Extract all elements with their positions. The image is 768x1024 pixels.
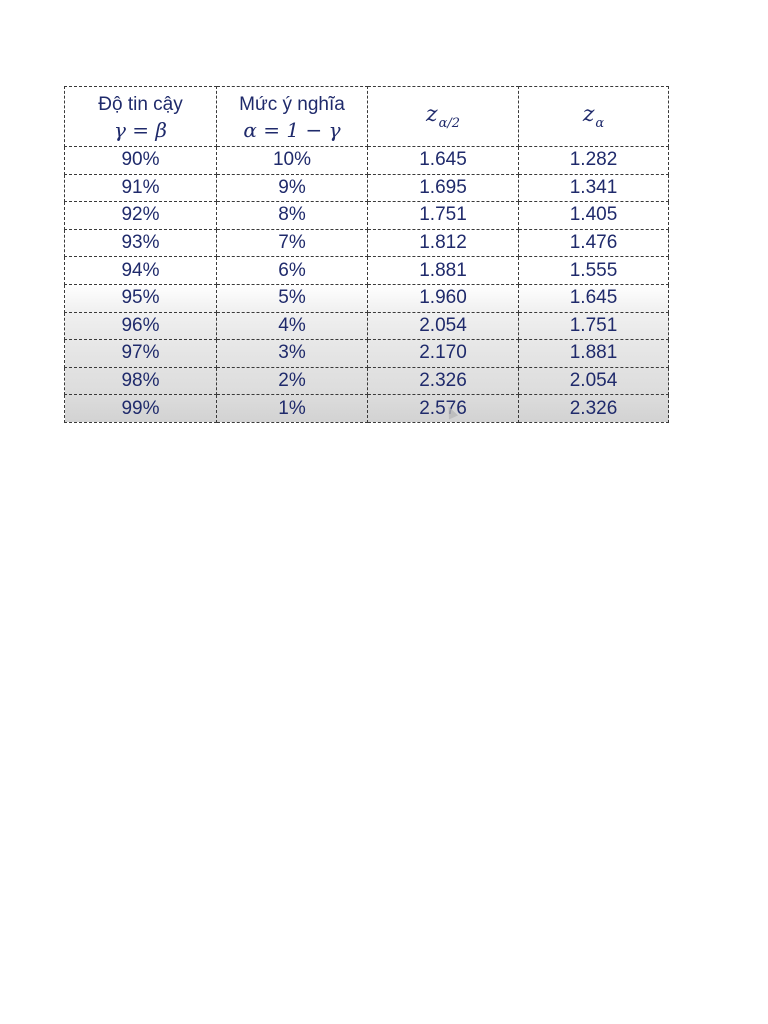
table-row <box>65 147 669 175</box>
header-significance-formula: α = 1 − γ <box>243 117 341 142</box>
cell-significance: 2% <box>217 367 368 395</box>
header-z-alpha-half <box>368 87 519 147</box>
cell-z-alpha-half: 1.695 <box>368 174 519 202</box>
table-row <box>65 257 669 285</box>
table-row <box>65 229 669 257</box>
header-z-alpha-half-subscript: α/2 <box>438 116 461 131</box>
header-confidence-formula: γ = β <box>114 117 167 142</box>
header-z-alpha-subscript: α <box>595 116 605 131</box>
cell-significance: 5% <box>217 284 368 312</box>
cell-z-alpha: 2.326 <box>519 395 669 423</box>
table-row <box>65 284 669 312</box>
cell-significance: 10% <box>217 147 368 175</box>
table-header <box>65 87 669 147</box>
cell-confidence: 99% <box>65 395 217 423</box>
cell-z-alpha: 1.881 <box>519 340 669 368</box>
cell-z-alpha-half: 2.576 <box>368 395 519 423</box>
cell-z-alpha-half: 1.881 <box>368 257 519 285</box>
table-body <box>65 147 669 423</box>
table-row <box>65 174 669 202</box>
cell-significance: 1% <box>217 395 368 423</box>
cell-z-alpha-half: 2.326 <box>368 367 519 395</box>
cell-z-alpha-half: 2.054 <box>368 312 519 340</box>
cell-significance: 3% <box>217 340 368 368</box>
cell-confidence: 92% <box>65 202 217 230</box>
header-z-alpha-half-symbol: z <box>425 102 438 127</box>
header-significance-level <box>217 87 368 147</box>
cell-z-alpha: 1.405 <box>519 202 669 230</box>
cell-confidence: 95% <box>65 284 217 312</box>
cell-z-alpha: 1.341 <box>519 174 669 202</box>
header-row <box>65 87 669 147</box>
table-row <box>65 312 669 340</box>
cell-confidence: 94% <box>65 257 217 285</box>
header-z-alpha <box>519 87 669 147</box>
cell-significance: 6% <box>217 257 368 285</box>
cell-z-alpha-half: 1.960 <box>368 284 519 312</box>
confidence-z-table-container <box>64 86 668 423</box>
cell-confidence: 90% <box>65 147 217 175</box>
cell-significance: 9% <box>217 174 368 202</box>
cell-significance: 7% <box>217 229 368 257</box>
cell-z-alpha: 1.476 <box>519 229 669 257</box>
cell-z-alpha-half: 2.170 <box>368 340 519 368</box>
header-confidence-level <box>65 87 217 147</box>
cell-confidence: 98% <box>65 367 217 395</box>
cell-z-alpha-half: 1.812 <box>368 229 519 257</box>
table-row <box>65 367 669 395</box>
cell-confidence: 97% <box>65 340 217 368</box>
cell-z-alpha: 1.282 <box>519 147 669 175</box>
cell-z-alpha: 1.555 <box>519 257 669 285</box>
cell-z-alpha: 2.054 <box>519 367 669 395</box>
cell-confidence: 93% <box>65 229 217 257</box>
cell-z-alpha-half: 1.751 <box>368 202 519 230</box>
cell-significance: 8% <box>217 202 368 230</box>
cell-confidence: 96% <box>65 312 217 340</box>
cell-significance: 4% <box>217 312 368 340</box>
table-row <box>65 340 669 368</box>
table-row <box>65 395 669 423</box>
cell-z-alpha-half: 1.645 <box>368 147 519 175</box>
table-row <box>65 202 669 230</box>
cell-z-alpha: 1.645 <box>519 284 669 312</box>
header-confidence-label: Độ tin cậy <box>98 93 183 115</box>
header-significance-label: Mức ý nghĩa <box>239 93 345 115</box>
cell-confidence: 91% <box>65 174 217 202</box>
header-z-alpha-symbol: z <box>582 102 595 127</box>
confidence-z-table <box>64 86 669 423</box>
cell-z-alpha: 1.751 <box>519 312 669 340</box>
